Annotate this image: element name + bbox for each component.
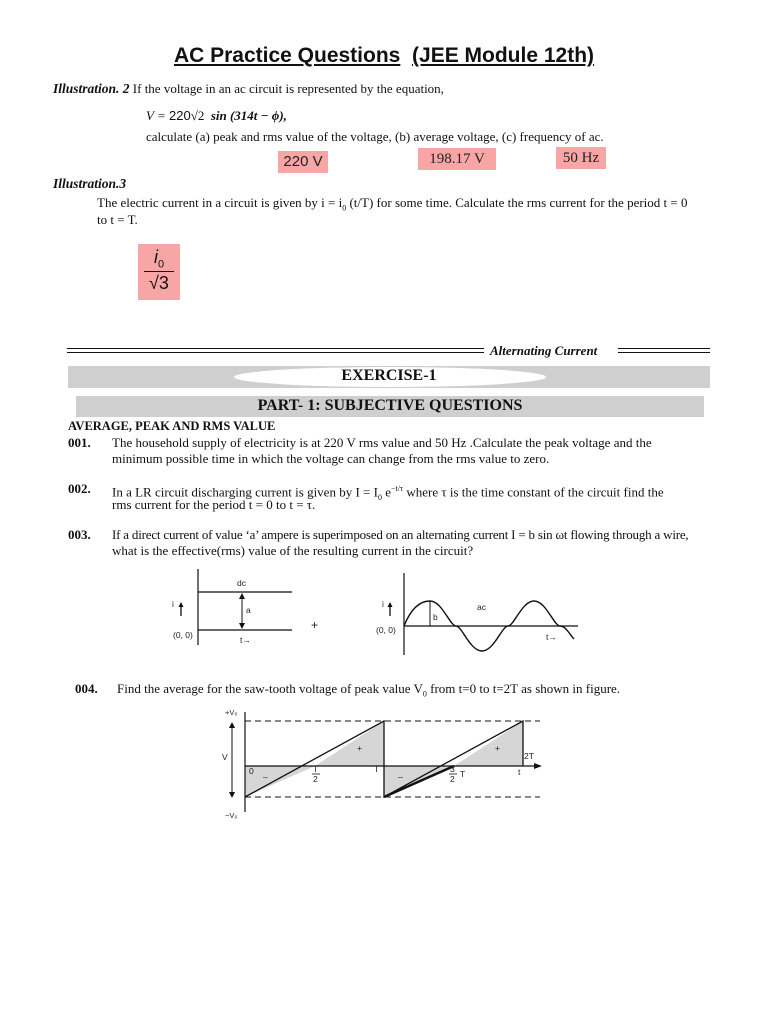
section-heading: AVERAGE, PEAK AND RMS VALUE [68,419,276,433]
t-half-denominator: 2 [313,774,318,784]
question-004-text [117,681,620,703]
illustration-2-question: calculate (a) peak and rms value of the voltage, (b) average voltage, (c) frequency of ac. [146,129,604,144]
dc-arrow-down [239,623,245,629]
equation-lhs: V = [146,108,169,123]
question-001-line2: minimum possible time in which the voltage can change from the rms value to zero. [112,451,550,466]
question-001-number: 001. [68,435,91,450]
t-axis-label: t [518,767,521,777]
illustration-3-label: Illustration.3 [53,176,127,191]
saw-tooth-figure [218,704,558,822]
illustration-3-line2: to t = T. [97,212,138,227]
t3-numerator: 3 [450,764,455,774]
q004-sub: 0 [422,689,427,699]
title-module: (JEE Module 12th) [412,44,595,67]
dc-a-label: a [246,605,251,615]
answer-average-voltage: 198.17 V [418,148,496,170]
exercise-title: EXERCISE-1 [341,367,437,384]
answer-numerator [138,247,180,271]
title-main: AC Practice Questions [173,44,401,67]
v-arrow-down [229,792,235,798]
question-003-line1: If a direct current of value ‘a’ ampere is superimposed on an alternating current I = b sin ωt flowing through a wire, [112,527,689,542]
ac-label: ac [477,602,486,612]
shade-neg-1 [245,766,315,797]
saw-t-arrowhead [534,763,542,769]
illustration-3-text-a: The electric current in a circuit is given by i = i [97,195,343,210]
answer-peak-voltage: 220 V [278,151,328,173]
question-001-line1: The household supply of electricity is at 220 V rms value and 50 Hz .Calculate the peak voltage and the [112,435,652,450]
question-003-number: 003. [68,527,91,542]
plus-v0-label: +V₀ [225,708,238,717]
minus-v0-label: −V₀ [225,811,238,820]
ac-i-label: i [382,599,384,609]
q002-text-c: where τ is the time constant of the circuit find the [403,484,664,500]
dc-origin-label: (0, 0) [173,630,193,640]
header-rule-left-2 [67,352,484,353]
illustration-2-label: Illustration. 2 [53,81,130,96]
dc-t-label: t→ [240,635,251,645]
illustration-3-line1 [97,195,687,217]
answer-num-sub: 0 [157,258,165,271]
question-002-line2: rms current for the period t = 0 to t = τ. [112,497,316,512]
plus-sign: + [311,618,319,632]
q004-text-a: Find the average for the saw-tooth voltage of peak value V [117,681,423,696]
answer-frequency: 50 Hz [556,147,606,169]
illustration-3-sub: 0 [342,203,347,213]
illustration-2-intro [53,81,444,97]
dc-label: dc [237,578,246,588]
shade-pos-2 [454,721,523,766]
question-002-number: 002. [68,481,91,496]
equation-rest: sin (314t − ϕ), [210,108,287,123]
t-label: T [374,764,380,774]
q004-text-b: from t=0 to t=2T as shown in figure. [426,681,621,696]
illustration-3-label-wrap [53,175,126,193]
plus-region-1: + [357,743,362,753]
dc-i-label: i [172,599,174,609]
illustration-3-text-b: (t/T) for some time. Calculate the rms current for the period t = 0 [346,195,688,210]
question-003-line2: what is the effective(rms) value of the resulting current in the circuit? [112,543,474,558]
answer-denominator: √3 [149,273,169,293]
exercise-bar [68,366,710,388]
dc-ac-figure [160,565,600,657]
q002-sub: 0 [377,492,382,502]
t3-T-label: T [460,769,466,779]
page-title [0,44,768,68]
two-t-label: 2T [524,751,534,761]
ac-b-label: b [433,612,438,622]
dc-arrow-up [239,593,245,599]
v-arrow-up [229,722,235,728]
ac-origin-label: (0, 0) [376,625,396,635]
origin-zero-label: 0 [249,766,254,776]
illustration-2-equation [146,108,287,124]
minus-region-1: _ [263,768,268,778]
dc-i-arrowhead [179,602,184,607]
chapter-title: Alternating Current [490,343,598,358]
answer-num-i: i [153,247,158,267]
q002-text-a: In a LR circuit discharging current is given by I = I [112,484,378,500]
fraction-bar [144,271,174,272]
t3-denominator: 2 [450,774,455,784]
q002-text-b: e [381,484,391,500]
plus-region-2: + [495,743,500,753]
equation-value: 220 [168,108,191,123]
shade-pos-1 [315,721,384,766]
q002-sup: −t/τ [390,484,404,493]
equation-root: √2 [190,108,205,123]
answer-rms-current [138,244,180,300]
v-label: V [222,752,228,762]
header-rule-right-1 [618,348,710,349]
illustration-2-intro-text: If the voltage in an ac circuit is represented by the equation, [132,81,444,96]
header-rule-right-2 [618,352,710,353]
part-bar [76,396,704,417]
ac-i-arrowhead [388,602,393,607]
part-title: PART- 1: SUBJECTIVE QUESTIONS [257,397,523,414]
header-rule-left-1 [67,348,484,349]
minus-region-2: _ [398,768,403,778]
question-004-number: 004. [75,681,98,696]
t-half-numerator: T [313,764,319,774]
ac-t-label: t→ [546,632,557,642]
